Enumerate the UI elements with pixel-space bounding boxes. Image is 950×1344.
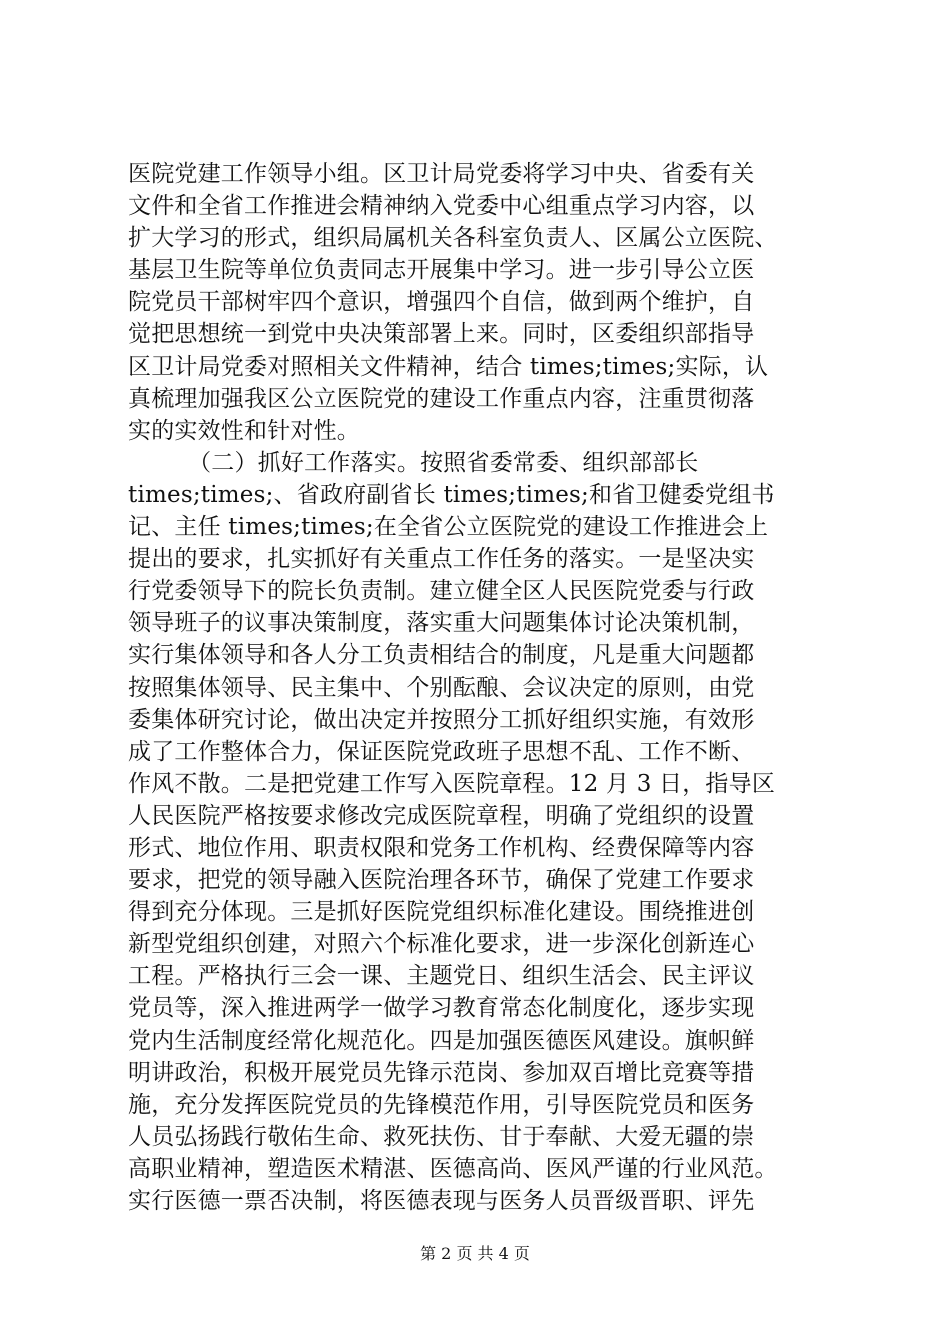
body-text-line: 人员弘扬践行敬佑生命、救死扶伤、甘于奉献、大爱无疆的崇 [128, 1123, 755, 1150]
body-text-line: 真梳理加强我区公立医院党的建设工作重点内容，注重贯彻落 [128, 385, 755, 412]
body-text-line: 工程。严格执行三会一课、主题党日、组织生活会、民主评议 [128, 963, 755, 990]
body-text-line: 形式、地位作用、职责权限和党务工作机构、经费保障等内容 [128, 834, 755, 861]
body-text-line: 医院党建工作领导小组。区卫计局党委将学习中央、省委有关 [128, 161, 755, 187]
body-text-line: 新型党组织创建，对照六个标准化要求，进一步深化创新连心 [128, 931, 755, 958]
body-text-line: 实行医德一票否决制，将医德表现与医务人员晋级晋职、评先 [128, 1188, 755, 1214]
body-text-line: 行党委领导下的院长负责制。建立健全区人民医院党委与行政 [128, 578, 755, 605]
body-text-line: 得到充分体现。三是抓好医院党组织标准化建设。围绕推进创 [128, 899, 755, 926]
body-text-line: 成了工作整体合力，保证医院党政班子思想不乱、工作不断、 [128, 738, 755, 765]
body-text-line: 提出的要求，扎实抓好有关重点工作任务的落实。一是坚决实 [128, 546, 755, 573]
body-text-line: 党内生活制度经常化规范化。四是加强医德医风建设。旗帜鲜 [128, 1027, 755, 1054]
body-text-line: 觉把思想统一到党中央决策部署上来。同时，区委组织部指导 [128, 321, 755, 348]
body-text-line: 人民医院严格按要求修改完成医院章程，明确了党组织的设置 [128, 802, 755, 829]
body-text-line: 区卫计局党委对照相关文件精神，结合 times;times;实际，认 [128, 353, 769, 380]
body-text-line: 记、主任 times;times;在全省公立医院党的建设工作推进会上 [128, 514, 769, 541]
body-text-line: 文件和全省工作推进会精神纳入党委中心组重点学习内容，以 [128, 193, 755, 220]
document-body [128, 158, 828, 1217]
body-text-line: 实行集体领导和各人分工负责相结合的制度，凡是重大问题都 [128, 642, 755, 669]
body-text-line: times;times;、省政府副省长 times;times;和省卫健委党组书 [128, 481, 775, 508]
body-text-line: 领导班子的议事决策制度，落实重大问题集体讨论决策机制， [128, 610, 755, 637]
body-text-line: 施，充分发挥医院党员的先锋模范作用，引导医院党员和医务 [128, 1091, 755, 1118]
body-text-line: （二）抓好工作落实。按照省委常委、组织部部长 [128, 449, 699, 476]
body-text-line: 院党员干部树牢四个意识，增强四个自信，做到两个维护，自 [128, 289, 755, 316]
body-text-line: 党员等，深入推进两学一做学习教育常态化制度化，逐步实现 [128, 995, 755, 1022]
body-text-line: 高职业精神，塑造医术精湛、医德高尚、医风严谨的行业风范。 [128, 1155, 778, 1182]
body-text-line: 实的实效性和针对性。 [128, 417, 360, 444]
body-text-line: 委集体研究讨论，做出决定并按照分工抓好组织实施，有效形 [128, 706, 755, 733]
body-text-line: 明讲政治，积极开展党员先锋示范岗、参加双百增比竞赛等措 [128, 1059, 755, 1086]
body-text-line: 按照集体领导、民主集中、个别酝酿、会议决定的原则，由党 [128, 674, 755, 701]
page-footer: 第 2 页 共 4 页 [420, 1244, 530, 1263]
body-text-line: 扩大学习的形式，组织局属机关各科室负责人、区属公立医院、 [128, 225, 778, 252]
body-text-line: 作风不散。二是把党建工作写入医院章程。12 月 3 日，指导区 [128, 770, 776, 797]
body-text-line: 要求，把党的领导融入医院治理各环节，确保了党建工作要求 [128, 867, 755, 894]
body-text-line: 基层卫生院等单位负责同志开展集中学习。进一步引导公立医 [128, 257, 755, 284]
